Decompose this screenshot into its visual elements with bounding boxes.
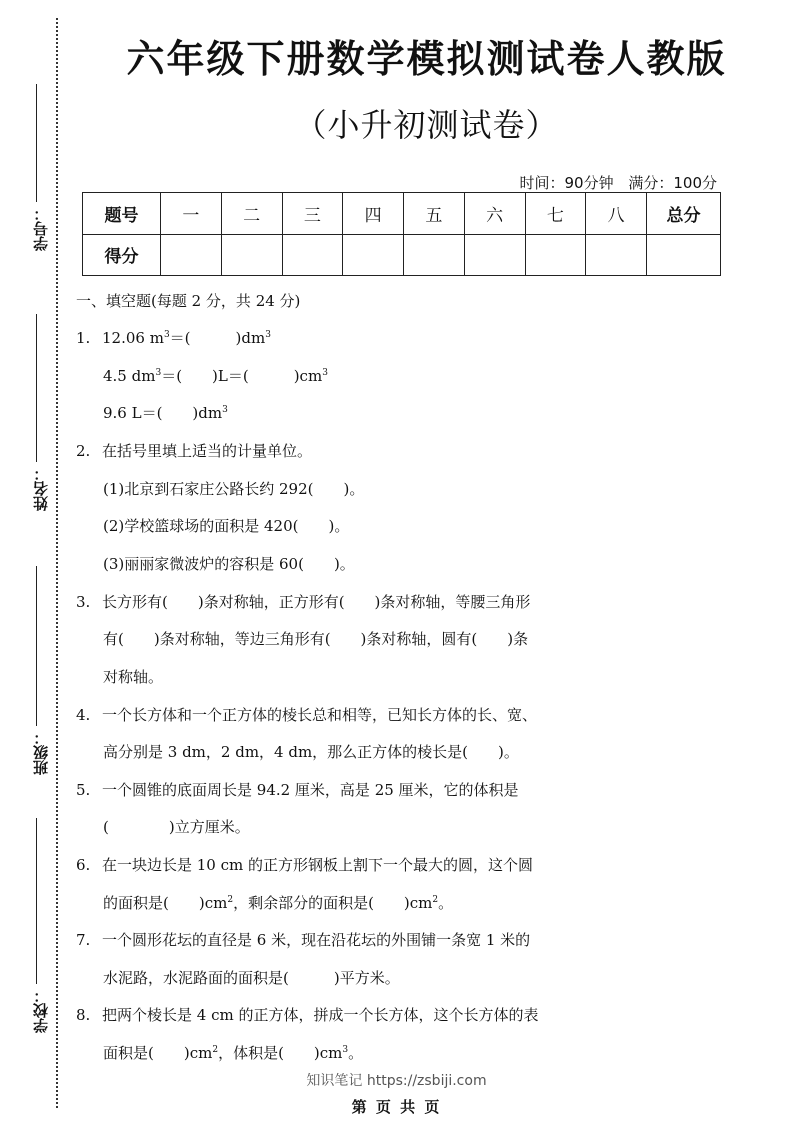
score-entry-cell[interactable]	[464, 234, 525, 276]
page-title: 六年级下册数学模拟测试卷人教版	[126, 37, 727, 81]
field-name	[18, 314, 48, 524]
score-table-cell: 七	[525, 193, 586, 235]
question-number: 3.	[76, 593, 91, 611]
question-number: 1.	[76, 329, 91, 347]
score-table-score-row	[83, 234, 721, 276]
exam-time: 时间：90分钟	[519, 174, 614, 192]
question-2-line-4: (3)丽丽家微波炉的容积是 60( )。	[103, 555, 355, 573]
question-1-line-1: 1. 12.06 $m^3=$( )$dm^3$	[76, 329, 271, 347]
field-class-label: 班级：	[32, 730, 50, 775]
question-8-line-2: 面积是( )$cm^2$，体积是( )$cm^3$。	[103, 1044, 364, 1062]
page-footer: 第 页 共 页	[351, 1098, 442, 1116]
question-1-line-2: 4.5 $dm^3=$( )L＝( )$cm^3$	[103, 367, 328, 385]
question-3-line-2: 有( )条对称轴，等边三角形有( )条对称轴，圆有( )条	[103, 630, 529, 648]
score-entry-cell[interactable]	[282, 234, 343, 276]
question-number: 6.	[76, 856, 91, 874]
question-1-line-3: 9.6 L＝( )$dm^3$	[103, 404, 228, 422]
question-3-line-1: 3. 长方形有( )条对称轴，正方形有( )条对称轴，等腰三角形	[76, 593, 531, 611]
question-7-line-2: 水泥路，水泥路面的面积是( )平方米。	[103, 969, 400, 987]
question-3-line-3: 对称轴。	[103, 668, 164, 686]
question-4-line-1: 4. 一个长方体和一个正方体的棱长总和相等，已知长方体的长、宽、	[76, 706, 538, 724]
field-school-label: 学校：	[32, 988, 50, 1033]
binding-dotted-line	[56, 18, 58, 1108]
field-name-label: 姓名：	[32, 466, 50, 511]
question-number: 8.	[76, 1006, 91, 1024]
section-title-fill-in: 一、填空题(每题 2 分，共 24 分)	[76, 292, 301, 310]
question-8-line-1: 8. 把两个棱长是 4 cm 的正方体，拼成一个长方体，这个长方体的表	[76, 1006, 539, 1024]
question-4-line-2: 高分别是 3 dm，2 dm，4 dm，那么正方体的棱长是( )。	[103, 743, 519, 761]
score-entry-cell[interactable]	[525, 234, 586, 276]
question-5-line-2: ( )立方厘米。	[103, 818, 250, 836]
score-table-cell: 五	[404, 193, 465, 235]
watermark-text: 知识笔记 https://zsbiji.com	[306, 1073, 487, 1089]
question-2-line-1: 2. 在括号里填上适当的计量单位。	[76, 442, 313, 460]
field-class	[18, 566, 48, 786]
score-table-row-label: 得分	[83, 234, 161, 276]
score-entry-cell[interactable]	[647, 234, 721, 276]
score-entry-cell[interactable]	[161, 234, 222, 276]
score-table-cell: 二	[221, 193, 282, 235]
score-table-header-row	[83, 193, 721, 235]
field-class-line	[36, 566, 37, 726]
score-entry-cell[interactable]	[586, 234, 647, 276]
field-name-line	[36, 314, 37, 462]
score-table-cell: 一	[161, 193, 222, 235]
exam-meta	[519, 172, 717, 193]
score-table-cell: 题号	[83, 193, 161, 235]
score-entry-cell[interactable]	[221, 234, 282, 276]
question-number: 2.	[76, 442, 91, 460]
score-table-cell: 四	[343, 193, 404, 235]
question-6-line-2: 的面积是( )$cm^2$，剩余部分的面积是( )$cm^2$。	[103, 894, 454, 912]
score-entry-cell[interactable]	[404, 234, 465, 276]
score-table	[82, 192, 721, 276]
question-2-line-2: (1)北京到石家庄公路长约 292( )。	[103, 480, 365, 498]
question-7-line-1: 7. 一个圆形花坛的直径是 6 米，现在沿花坛的外围铺一条宽 1 米的	[76, 931, 531, 949]
question-5-line-1: 5. 一个圆锥的底面周长是 94.2 厘米，高是 25 厘米，它的体积是	[76, 781, 519, 799]
question-number: 5.	[76, 781, 91, 799]
page-subtitle: （小升初测试卷）	[294, 106, 559, 144]
field-school-line	[36, 818, 37, 984]
score-table-cell: 六	[464, 193, 525, 235]
exam-full-score: 满分：100分	[628, 174, 717, 192]
score-table-cell: 总分	[647, 193, 721, 235]
score-table-cell: 三	[282, 193, 343, 235]
question-2-line-3: (2)学校篮球场的面积是 420( )。	[103, 517, 350, 535]
question-number: 4.	[76, 706, 91, 724]
field-student-id-label: 学号：	[32, 206, 50, 251]
field-student-id-line	[36, 84, 37, 202]
field-school	[18, 818, 48, 1038]
score-entry-cell[interactable]	[343, 234, 404, 276]
question-number: 7.	[76, 931, 91, 949]
score-table-cell: 八	[586, 193, 647, 235]
question-6-line-1: 6. 在一块边长是 10 cm 的正方形钢板上割下一个最大的圆，这个圆	[76, 856, 534, 874]
field-student-id	[18, 84, 48, 264]
